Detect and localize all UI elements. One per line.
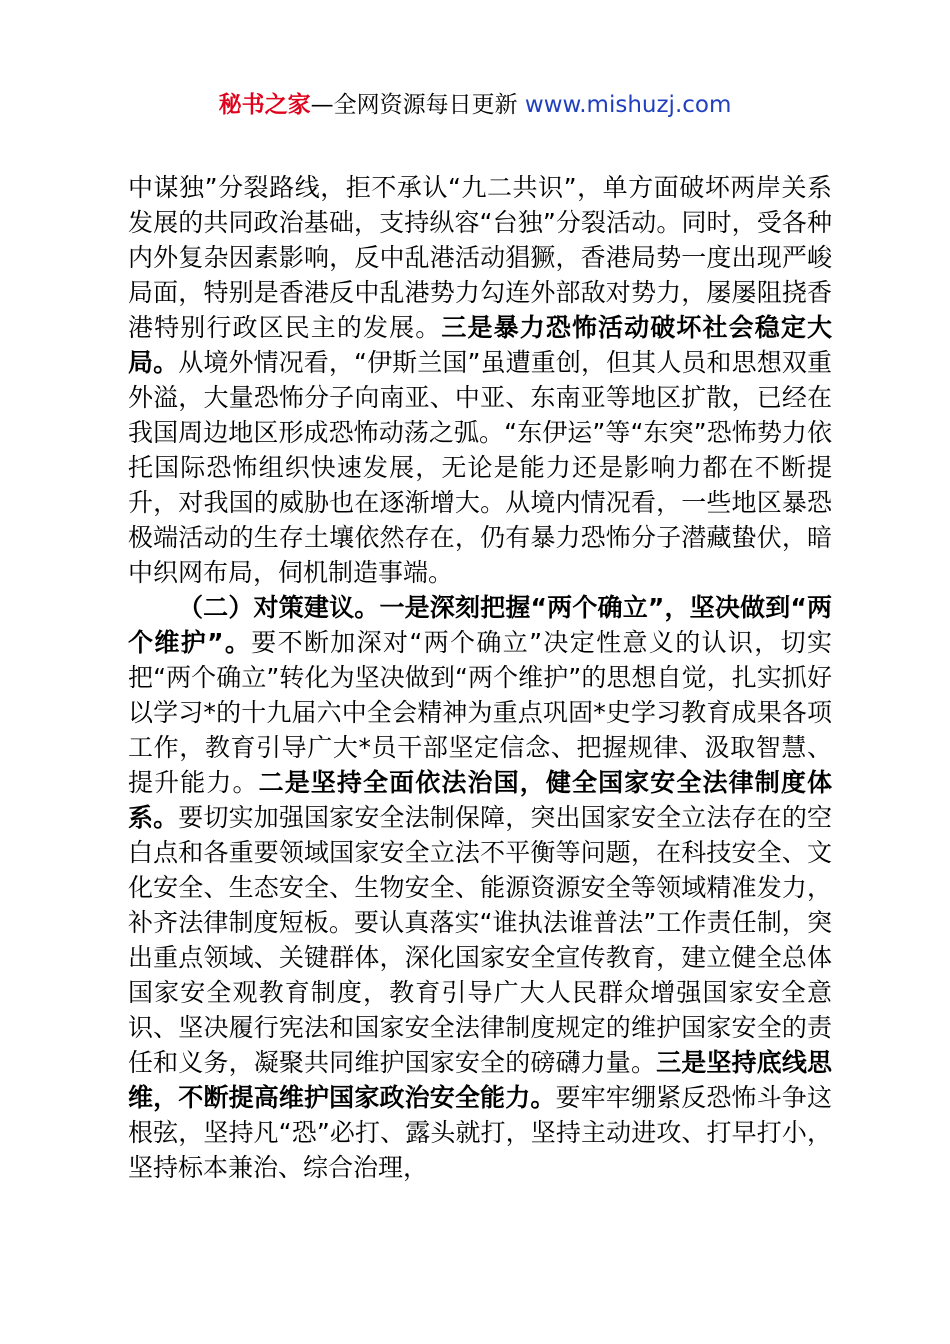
header-tagline: —全网资源每日更新 bbox=[310, 92, 518, 118]
bold-heading-3: 三是暴力恐怖活动破坏社会稳定大局。 bbox=[128, 313, 832, 377]
body-text-span: 中谋独”分裂路线，拒不承认“九二共识”，单方面破坏两岸关系发展的共同政治基础，支持纵容“台独”分裂活动。同时，受各种内外复杂因素影响，反中乱港活动猖獗，香港局势一度出现严峻局面，特别是香港反中乱港势力勾连外部敌对势力，屡屡阻挠香港特别行政区民主的发展。 bbox=[128, 173, 832, 342]
body-text-span: 要不断加深对“两个确立”决定性意义的认识，切实把“两个确立”转化为坚决做到“两个维护”的思想自觉，扎实抓好以学习*的十九届六中全会精神为重点巩固*史学习教育成果各项工作，教育引导广大*员干部坚定信念、把握规律、汲取智慧、提升能力。 bbox=[128, 628, 833, 797]
bold-heading-bottom-line: 三是坚持底线思维，不断提高维护国家政治安全能力。 bbox=[128, 1048, 832, 1112]
bold-heading-rule-of-law: 二是坚持全面依法治国，健全国家安全法律制度体系。 bbox=[128, 768, 832, 832]
page-header bbox=[0, 88, 950, 122]
paragraph-continuation bbox=[128, 170, 832, 590]
body-text-span: 要切实加强国家安全法制保障，突出国家安全立法存在的空白点和各重要领域国家安全立法不平衡等问题，在科技安全、文化安全、生态安全、生物安全、能源资源安全等领域精准发力，补齐法律制度短板。要认真落实“谁执法谁普法”工作责任制，突出重点领域、关键群体，深化国家安全宣传教育，建立健全总体国家安全观教育制度，教育引导广大人民群众增强国家安全意识、坚决履行宪法和国家安全法律制度规定的维护国家安全的责任和义务，凝聚共同维护国家安全的磅礴力量。 bbox=[128, 803, 832, 1077]
document-body bbox=[128, 170, 832, 1185]
paragraph-countermeasures bbox=[128, 590, 832, 1185]
body-text-span: 从境外情况看，“伊斯兰国”虽遭重创，但其人员和思想双重外溢，大量恐怖分子向南亚、中亚、东南亚等地区扩散，已经在我国周边地区形成恐怖动荡之弧。“东伊运”等“东突”恐怖势力依托国际恐怖组织快速发展，无论是能力还是影响力都在不断提升，对我国的威胁也在逐渐增大。从境内情况看，一些地区暴恐极端活动的生存土壤依然存在，仍有暴力恐怖分子潜藏蛰伏，暗中织网布局，伺机制造事端。 bbox=[128, 348, 832, 587]
brand-name: 秘书之家 bbox=[218, 92, 311, 118]
bold-heading-countermeasures: （二）对策建议。一是深刻把握“两个确立”，坚决做到“两个维护”。 bbox=[128, 593, 832, 657]
site-url: www.mishuzj.com bbox=[524, 92, 732, 118]
body-text-span: 要牢牢绷紧反恐怖斗争这根弦，坚持凡“恐”必打、露头就打，坚持主动进攻、打早打小，坚持标本兼治、综合治理， bbox=[128, 1083, 832, 1182]
